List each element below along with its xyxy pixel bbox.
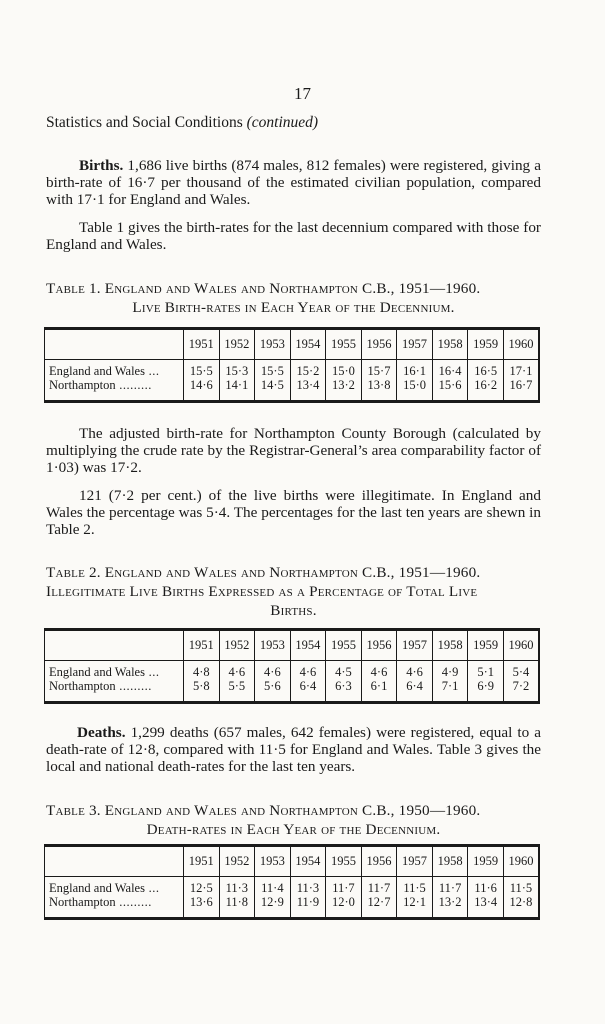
row-label: England and Wales ... <box>49 881 160 895</box>
table-cell: 16·1 <box>397 364 433 378</box>
row-label: England and Wales ... <box>49 665 160 679</box>
table1-intro-paragraph: Table 1 gives the birth-rates for the last decennium compared with those for England and Wales. <box>46 219 541 253</box>
table-cell: 12·8 <box>503 895 539 919</box>
year-header: 1956 <box>361 630 397 661</box>
table-row-england-wales <box>45 364 540 378</box>
year-header: 1955 <box>326 846 362 877</box>
year-header: 1954 <box>290 846 326 877</box>
table-cell: 4·5 <box>326 665 362 679</box>
row-label: Northampton ......... <box>49 378 152 392</box>
table-header-row <box>45 329 540 360</box>
adjusted-birth-rate-paragraph: The adjusted birth-rate for Northampton County Borough (calculated by multiplying the crude rate by the Registrar-General’s area comparability factor of 1·03) was 17·2. <box>46 425 541 476</box>
year-header: 1957 <box>397 846 433 877</box>
births-lead: Births. <box>79 157 124 174</box>
row-label: Northampton ......... <box>49 895 152 909</box>
year-header: 1956 <box>361 846 397 877</box>
section-heading-text: Statistics and Social Conditions <box>46 114 243 131</box>
table-cell: 14·1 <box>219 378 255 402</box>
table-cell: 11·7 <box>326 881 362 895</box>
table3-caption-line2: Death-rates in Each Year of the Decennium. <box>146 821 441 838</box>
table-cell: 13·4 <box>468 895 504 919</box>
table3-caption-line1: Table 3. England and Wales and Northampton C.B., 1950—1960. <box>46 802 481 819</box>
table1-caption-line1: Table 1. England and Wales and Northampton C.B., 1951—1960. <box>46 280 481 297</box>
table-cell: 12·5 <box>184 881 220 895</box>
table-cell: 6·9 <box>468 679 504 703</box>
table-cell: 13·2 <box>432 895 468 919</box>
year-header: 1951 <box>184 846 220 877</box>
table-cell: 11·7 <box>432 881 468 895</box>
table-cell: 14·5 <box>255 378 291 402</box>
deaths-lead: Deaths. <box>77 724 126 741</box>
table-cell: 4·6 <box>290 665 326 679</box>
table-cell: 15·3 <box>219 364 255 378</box>
table-cell: 12·0 <box>326 895 362 919</box>
births-body: 1,686 live births (874 males, 812 females) were registered, giving a birth-rate of 16·7 per thousand of the estimated civilian population, compared with 17·1 for England and Wales. <box>46 157 541 208</box>
table3-death-rates <box>44 844 540 920</box>
table-row-northampton <box>45 378 540 402</box>
table-row-northampton <box>45 679 540 703</box>
row-label: Northampton ......... <box>49 679 152 693</box>
table-cell: 11·5 <box>503 881 539 895</box>
illegitimate-paragraph: 121 (7·2 per cent.) of the live births were illegitimate. In England and Wales the percentage was 5·4. The percentages for the last ten years are shewn in Table 2. <box>46 487 541 538</box>
year-header: 1957 <box>397 630 433 661</box>
table-header-row <box>45 630 540 661</box>
table-cell: 13·4 <box>290 378 326 402</box>
year-header: 1951 <box>184 630 220 661</box>
year-header: 1953 <box>255 329 291 360</box>
table-cell: 7·1 <box>432 679 468 703</box>
table-cell: 15·0 <box>397 378 433 402</box>
year-header: 1954 <box>290 329 326 360</box>
table-cell: 16·2 <box>468 378 504 402</box>
table-cell: 16·7 <box>503 378 539 402</box>
year-header: 1953 <box>255 846 291 877</box>
deaths-body: 1,299 deaths (657 males, 642 females) were registered, equal to a death-rate of 12·8, compared with 11·5 for England and Wales. Table 3 gives the local and national death-rates for the last ten years. <box>46 724 541 775</box>
table-corner-cell <box>45 630 184 661</box>
section-heading <box>46 114 318 132</box>
table-cell: 5·8 <box>184 679 220 703</box>
table-cell: 4·6 <box>361 665 397 679</box>
table-cell: 12·7 <box>361 895 397 919</box>
table-cell: 11·3 <box>290 881 326 895</box>
table-cell: 11·9 <box>290 895 326 919</box>
table-cell: 15·0 <box>326 364 362 378</box>
table-cell: 5·6 <box>255 679 291 703</box>
page-number: 17 <box>294 84 311 103</box>
year-header: 1960 <box>503 630 539 661</box>
year-header: 1958 <box>432 329 468 360</box>
table-row-england-wales <box>45 665 540 679</box>
table-corner-cell <box>45 329 184 360</box>
table-cell: 15·5 <box>255 364 291 378</box>
table3-caption <box>46 801 541 839</box>
year-header: 1959 <box>468 630 504 661</box>
table-cell: 12·9 <box>255 895 291 919</box>
table2-caption-line1: Table 2. England and Wales and Northampton C.B., 1951—1960. <box>46 564 481 581</box>
deaths-paragraph <box>46 724 541 775</box>
table-cell: 4·6 <box>219 665 255 679</box>
year-header: 1956 <box>361 329 397 360</box>
table-cell: 11·8 <box>219 895 255 919</box>
table-cell: 15·2 <box>290 364 326 378</box>
table-cell: 16·4 <box>432 364 468 378</box>
year-header: 1951 <box>184 329 220 360</box>
table-cell: 4·9 <box>432 665 468 679</box>
year-header: 1960 <box>503 846 539 877</box>
year-header: 1952 <box>219 630 255 661</box>
row-label: England and Wales ... <box>49 364 160 378</box>
section-heading-continued: (continued) <box>246 114 319 131</box>
table-cell: 16·5 <box>468 364 504 378</box>
table-header-row <box>45 846 540 877</box>
year-header: 1959 <box>468 329 504 360</box>
table-cell: 5·4 <box>503 665 539 679</box>
table-cell: 17·1 <box>503 364 539 378</box>
table-cell: 15·5 <box>184 364 220 378</box>
table-cell: 6·3 <box>326 679 362 703</box>
year-header: 1955 <box>326 329 362 360</box>
year-header: 1959 <box>468 846 504 877</box>
table-cell: 12·1 <box>397 895 433 919</box>
year-header: 1958 <box>432 630 468 661</box>
table-cell: 11·5 <box>397 881 433 895</box>
table-cell: 11·7 <box>361 881 397 895</box>
table-cell: 13·8 <box>361 378 397 402</box>
table1-caption-line2: Live Birth-rates in Each Year of the Decennium. <box>132 299 455 316</box>
table-cell: 11·3 <box>219 881 255 895</box>
table2-caption-line2: Illegitimate Live Births Expressed as a Percentage of Total Live <box>46 583 478 600</box>
table-cell: 15·6 <box>432 378 468 402</box>
table-cell: 14·6 <box>184 378 220 402</box>
table-cell: 6·1 <box>361 679 397 703</box>
table-cell: 13·2 <box>326 378 362 402</box>
table2-illegitimate-births <box>44 628 540 704</box>
table-cell: 6·4 <box>290 679 326 703</box>
table-corner-cell <box>45 846 184 877</box>
births-paragraph <box>46 157 541 208</box>
table-cell: 5·1 <box>468 665 504 679</box>
table-cell: 5·5 <box>219 679 255 703</box>
table2-caption-line3: Births. <box>270 602 317 619</box>
year-header: 1960 <box>503 329 539 360</box>
table-row-england-wales <box>45 881 540 895</box>
year-header: 1954 <box>290 630 326 661</box>
table-cell: 13·6 <box>184 895 220 919</box>
year-header: 1952 <box>219 846 255 877</box>
table-cell: 15·7 <box>361 364 397 378</box>
year-header: 1952 <box>219 329 255 360</box>
table-row-northampton <box>45 895 540 919</box>
year-header: 1955 <box>326 630 362 661</box>
table1-caption <box>46 279 541 317</box>
table-cell: 6·4 <box>397 679 433 703</box>
table-cell: 7·2 <box>503 679 539 703</box>
table2-caption <box>46 563 541 620</box>
table-cell: 11·6 <box>468 881 504 895</box>
table-cell: 4·6 <box>397 665 433 679</box>
year-header: 1957 <box>397 329 433 360</box>
year-header: 1958 <box>432 846 468 877</box>
table-cell: 4·8 <box>184 665 220 679</box>
year-header: 1953 <box>255 630 291 661</box>
table-cell: 4·6 <box>255 665 291 679</box>
table-cell: 11·4 <box>255 881 291 895</box>
table1-birth-rates <box>44 327 540 403</box>
